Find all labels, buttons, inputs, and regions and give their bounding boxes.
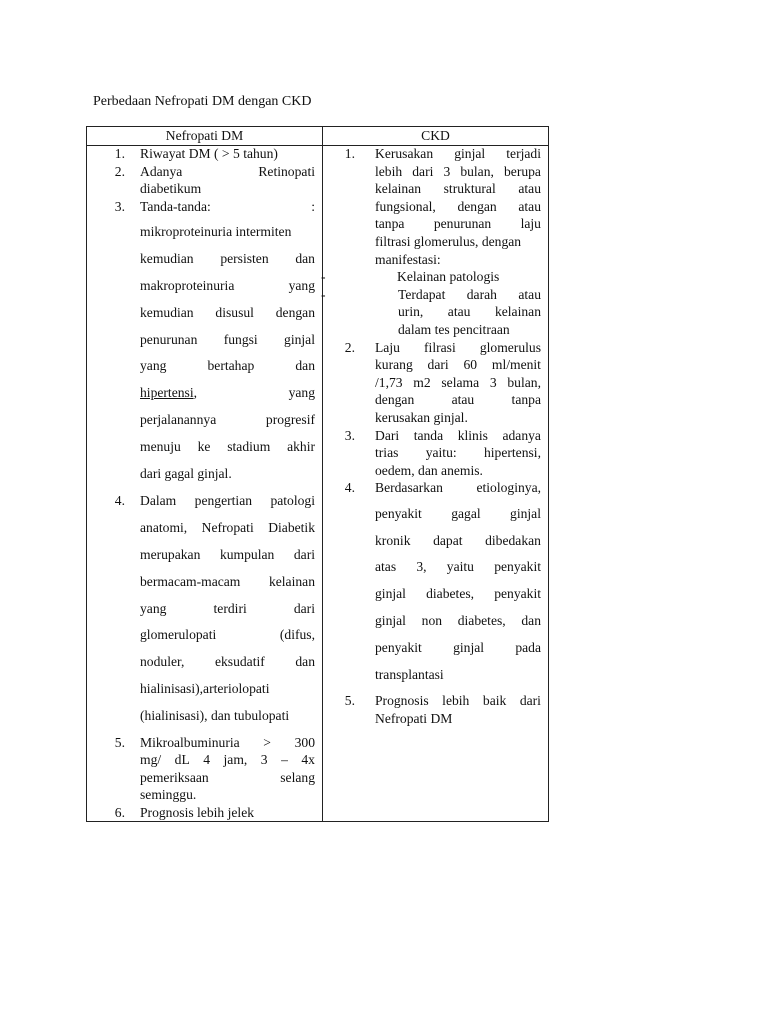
item-text-line: filtrasi glomerulus, dengan [375,233,522,249]
list-number: 1. [344,146,355,161]
item-text: Prognosis lebih jelek [140,804,255,820]
sub-list-item [321,268,541,286]
list-number: 2. [114,163,125,179]
item-text-line: pemeriksaan selang [140,769,315,785]
item-text-line: Nefropati DM [375,711,453,727]
item-text-line: atas 3, yaitu penyakit [375,559,541,575]
item-text-line: (hialinisasi), dan tubulopati [140,707,290,723]
nefropati-dm-list [87,145,322,821]
column-nefropati-dm [87,127,322,821]
list-item [87,734,322,804]
item-text-line: dengan atau tanpa [375,392,541,408]
item-text-line: kerusakan ginjal. [375,409,468,425]
item-text-line: menuju ke stadium akhir [140,438,315,454]
item-text-line: penurunan fungsi ginjal [140,331,315,347]
item-text-line: ginjal diabetes, penyakit [375,586,541,602]
list-item [87,145,322,163]
item-text-line: mikroproteinuria intermiten [140,224,292,240]
hipertensi-term: hipertensi [140,385,194,401]
item-text-line: yang terdiri dari [140,600,315,616]
item-text-line: kurang dari 60 ml/menit [375,357,541,373]
sub-item-text-line: urin, atau kelainan [398,304,541,320]
item-text-line: Laju filrasi glomerulus [375,339,541,355]
list-number: 1. [114,146,125,161]
item-text-line: kronik dapat dibedakan [375,532,541,548]
item-text-line: penyakit gagal ginjal [375,505,541,521]
item-text-line: /1,73 m2 selama 3 bulan, [375,374,541,390]
item-text-line: transplantasi [375,666,444,682]
item-text-line: mg/ dL 4 jam, 3 – 4x [140,752,315,768]
list-number: 2. [344,339,355,355]
item-text-line: Mikroalbuminuria > 300 [140,734,315,750]
item-text-line: noduler, eksudatif dan [140,654,315,670]
list-number: 3. [344,427,355,443]
item-text-line: penyakit ginjal pada [375,639,541,655]
page-title: Perbedaan Nefropati DM dengan CKD [93,94,312,109]
item-text-line: diabetikum [140,181,202,197]
item-text-line: hipertensi, yang [140,380,315,407]
item-text-line: Berdasarkan etiologinya, [375,480,541,496]
item-text-line: kemudian persisten dan [140,251,315,267]
column-header-ckd: CKD [323,127,548,146]
item-text-line: Kerusakan ginjal terjadi [375,146,541,161]
list-item [323,692,548,727]
item-text-line: kelainan struktural atau [375,181,541,197]
item-text-line: Tanda-tanda: : [140,198,315,214]
item-text-line: perjalanannya progresif [140,411,315,427]
item-text-line: Adanya Retinopati [140,163,315,179]
comparison-table [86,126,549,822]
item-text-line: Dalam pengertian patologi [140,493,315,509]
list-item [323,427,548,480]
list-number: 5. [344,693,355,709]
list-item [87,163,322,198]
list-item [87,198,322,488]
dash-bullet: - [321,286,326,302]
item-text-line: Prognosis lebih baik dari [375,693,541,709]
list-item [87,804,322,822]
item-text-line: Dari tanda klinis adanya [375,427,541,443]
item-text-line: merupakan kumpulan dari [140,546,315,562]
list-number: 3. [114,198,125,214]
dash-bullet: - [321,269,326,285]
list-item [323,145,548,339]
sub-item-text-line: Terdapat darah atau [398,286,541,302]
item-text-line: yang bertahap dan [140,358,315,374]
list-number: 6. [114,804,125,820]
list-item [323,339,548,427]
item-text-line: glomerulopati (difus, [140,627,315,643]
item-text-line: bermacam-macam kelainan [140,573,315,589]
list-item [87,488,322,729]
column-header-nefropati-dm: Nefropati DM [87,127,322,146]
ckd-list [323,145,548,728]
list-number: 4. [344,480,355,496]
sub-item-text: Kelainan patologis [397,269,500,285]
item-text-line: fungsional, dengan atau [375,198,541,214]
item-text-line: trias yaitu: hipertensi, [375,445,541,461]
column-ckd [322,127,548,821]
item-text-line: manifestasi: [375,251,441,267]
sub-item-text-line: dalam tes pencitraan [398,321,510,337]
item-text-line: dari gagal ginjal. [140,465,232,481]
item-text-line: makroproteinuria yang [140,277,315,293]
list-item [323,479,548,688]
item-text-line: seminggu. [140,787,197,803]
item-text-line: hialinisasi),arteriolopati [140,680,270,696]
sub-list-item [321,286,541,339]
item-text-line: ginjal non diabetes, dan [375,613,541,629]
list-number: 5. [114,734,125,750]
item-text-line: anatomi, Nefropati Diabetik [140,520,315,536]
item-text: Riwayat DM ( > 5 tahun) [140,146,278,161]
item-text-line: kemudian disusul dengan [140,304,315,320]
item-text-line: oedem, dan anemis. [375,462,483,478]
list-number: 4. [114,493,125,509]
item-text-line: tanpa penurunan laju [375,216,541,232]
item-text-line: lebih dari 3 bulan, berupa [375,163,541,179]
